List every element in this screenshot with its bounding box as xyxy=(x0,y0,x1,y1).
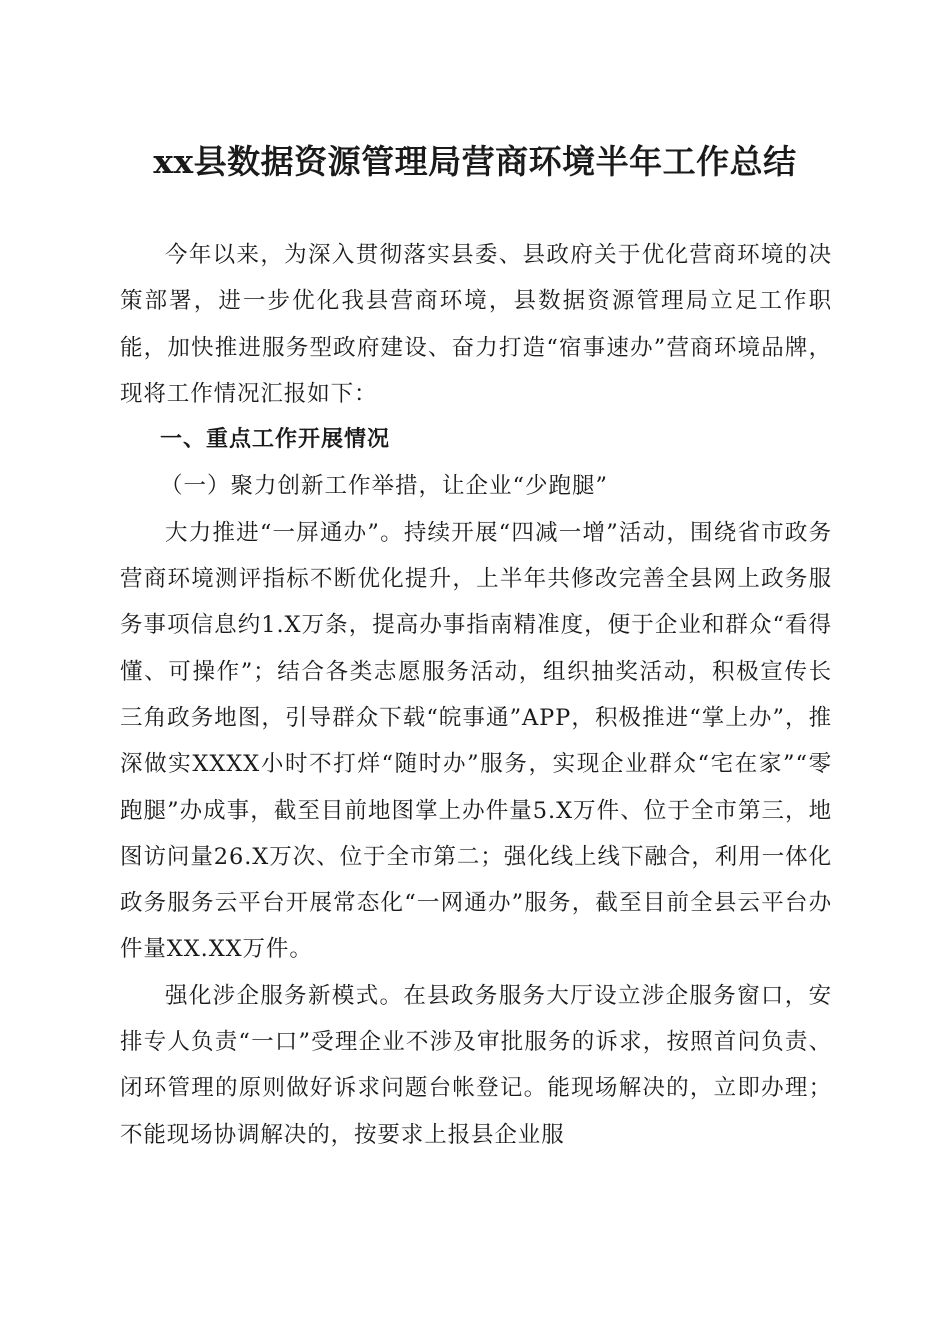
section-heading: 一、重点工作开展情况 xyxy=(160,427,391,453)
body-paragraph-service-mode: 强化涉企服务新模式。在县政务服务大厅设立涉企服务窗口，安排专人负责“一口”受理企业不涉及审批服务的诉求，按照首问负责、闭环管理的原则做好诉求问题台帐登记。能现场解决的，立即办理；不能现场协调解决的，按要求上报县企业服 xyxy=(120,982,832,1148)
document-title: xx县数据资源管理局营商环境半年工作总结 xyxy=(153,142,797,181)
document-body xyxy=(120,232,832,1158)
intro-paragraph: 今年以来，为深入贯彻落实县委、县政府关于优化营商环境的决策部署，进一步优化我县营商环境，县数据资源管理局立足工作职能，加快推进服务型政府建设、奋力打造“宿事速办”营商环境品牌，现将工作情况汇报如下： xyxy=(120,242,832,407)
body-paragraph-one-screen: 大力推进“一屏通办”。持续开展“四减一增”活动，围绕省市政务营商环境测评指标不断优化提升，上半年共修改完善全县网上政务服务事项信息约1.X万条，提高办事指南精准度，便于企业和群众“看得懂、可操作”；结合各类志愿服务活动，组织抽奖活动，积极宣传长三角政务地图，引导群众下载“皖事通”APP，积极推进“掌上办”，推深做实XXXX小时不打烊“随时办”服务，实现企业群众“宅在家”“零跑腿”办成事，截至目前地图掌上办件量5.X万件、位于全市第三，地图访问量26.X万次、位于全市第二；强化线上线下融合，利用一体化政务服务云平台开展常态化“一网通办”服务，截至目前全县云平台办件量XX.XX万件。 xyxy=(120,519,832,963)
subsection-heading: （一）聚力创新工作举措，让企业“少跑腿” xyxy=(160,473,609,500)
